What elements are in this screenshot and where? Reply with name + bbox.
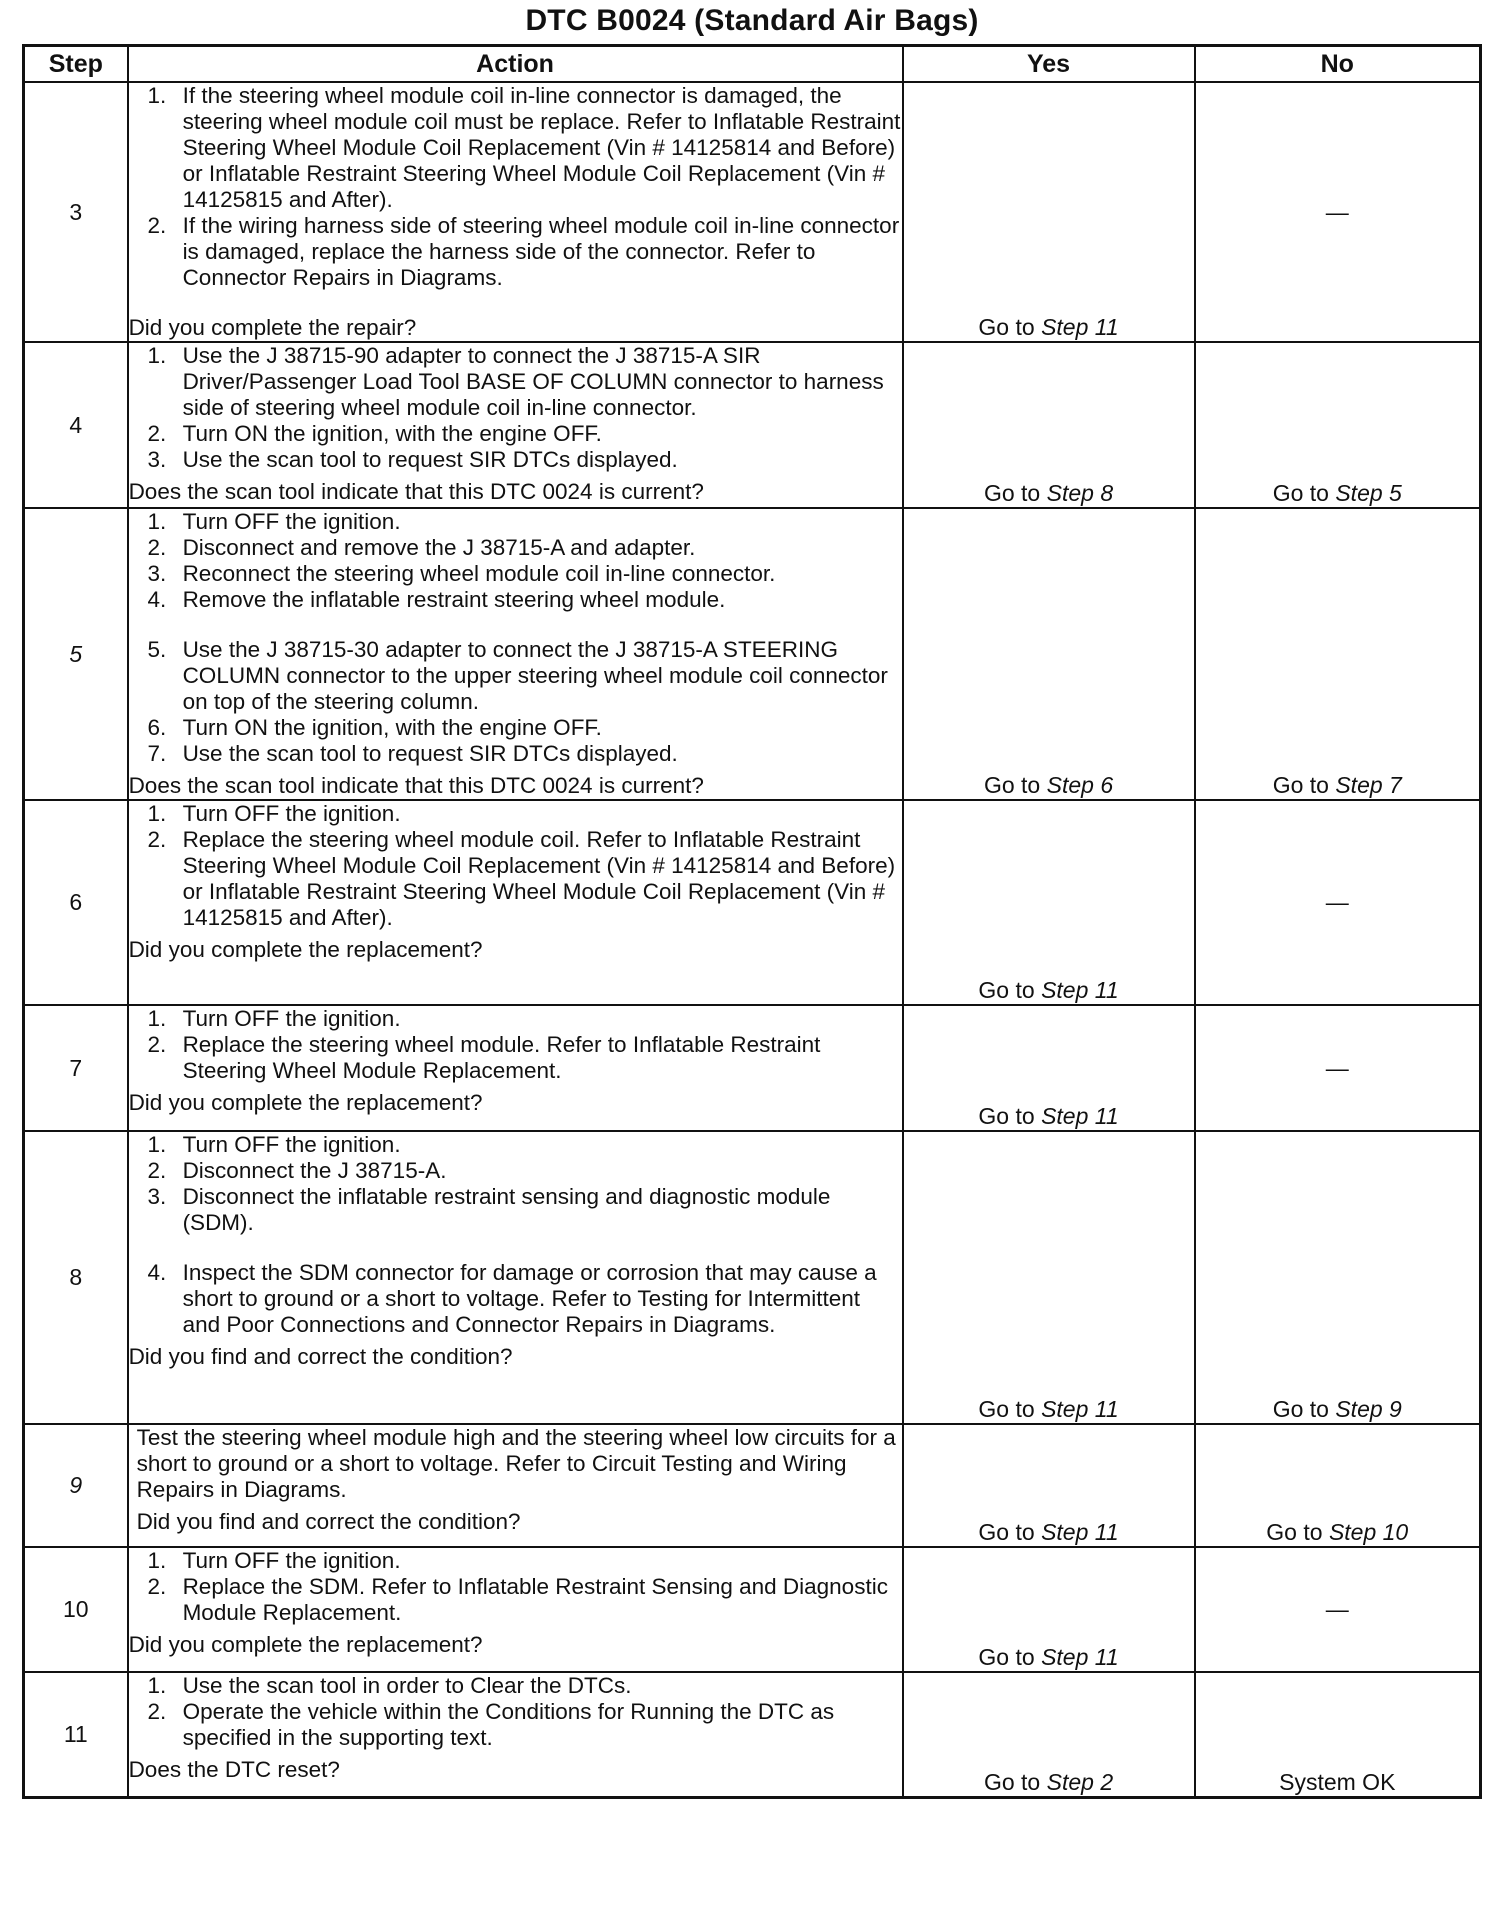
goto-step-link[interactable]: Step 5 [1335, 480, 1402, 506]
action-text: Test the steering wheel module high and the steering wheel low circuits for a short to ground or a short to voltage. Refer to Circuit Testing and Wiring Repairs in Diagrams. [136, 1425, 896, 1502]
question-text: Did you complete the repair? [128, 315, 417, 340]
dash-text: — [1325, 889, 1349, 915]
goto-label: Go to [978, 1103, 1035, 1129]
goto-step-link[interactable]: Step 9 [1335, 1396, 1402, 1422]
yes-cell [903, 800, 1195, 1005]
table-row [24, 800, 1481, 1005]
goto-label: Go to [1272, 480, 1329, 506]
action-cell [128, 342, 903, 508]
question-text: Did you find and correct the condition? [136, 1509, 521, 1534]
list-item: 4. Remove the inflatable restraint steering wheel module. [173, 587, 902, 613]
list-item: 3. Reconnect the steering wheel module coil in-line connector. [173, 561, 902, 587]
list-item: 1. Turn OFF the ignition. [173, 1132, 902, 1158]
table-row [24, 342, 1481, 508]
yes-cell [903, 1131, 1195, 1424]
goto-step-link[interactable]: Step 10 [1328, 1519, 1409, 1545]
list-item: 2. Turn ON the ignition, with the engine OFF. [173, 421, 902, 447]
question-text: Does the DTC reset? [128, 1757, 340, 1782]
action-list [129, 1673, 902, 1751]
step-number: 11 [24, 1672, 128, 1797]
no-cell [1195, 1547, 1481, 1672]
action-cell [128, 1005, 903, 1131]
table-header-row [24, 46, 1481, 83]
list-item: 2. If the wiring harness side of steering wheel module coil in-line connector is damaged, replace the harness side of the connector. Refer to Connector Repairs in Diagrams. [173, 213, 902, 291]
system-ok-text: System OK [1279, 1768, 1396, 1795]
dash-text: — [1325, 198, 1349, 225]
header-no: No [1195, 46, 1481, 83]
table-row [24, 508, 1481, 800]
list-item: 4. Inspect the SDM connector for damage or corrosion that may cause a short to ground or a short to voltage. Refer to Testing for Intermittent and Poor Connections and Connector Repairs in Diagrams. [173, 1260, 902, 1338]
header-step: Step [24, 46, 128, 83]
question-text: Did you complete the replacement? [128, 1090, 483, 1115]
yes-cell [903, 1424, 1195, 1547]
list-item: 2. Disconnect the J 38715-A. [173, 1158, 902, 1184]
goto-step-link[interactable]: Step 11 [1041, 314, 1119, 340]
yes-cell [903, 342, 1195, 508]
question-text: Does the scan tool indicate that this DTC 0024 is current? [128, 773, 704, 798]
yes-cell [903, 508, 1195, 800]
list-item: 1. If the steering wheel module coil in-line connector is damaged, the steering wheel module coil must be replace. Refer to Inflatable Restraint Steering Wheel Module Coil Replacement (Vin # 14125814 and Before) or Inflatable Restraint Steering Wheel Module Coil Replacement (Vin # 14125815 and After). [173, 83, 902, 213]
table-row [24, 1005, 1481, 1131]
question-text: Does the scan tool indicate that this DTC 0024 is current? [128, 479, 704, 504]
action-list [129, 1548, 902, 1626]
no-cell [1195, 342, 1481, 508]
goto-label: Go to [978, 314, 1035, 340]
goto-label: Go to [983, 1768, 1041, 1795]
yes-cell [903, 1547, 1195, 1672]
list-item: 1. Turn OFF the ignition. [173, 1548, 902, 1574]
list-item: 1. Turn OFF the ignition. [173, 1006, 902, 1032]
action-cell [128, 1424, 903, 1547]
action-list [129, 343, 902, 473]
goto-step-link[interactable]: Step 11 [1041, 1396, 1119, 1422]
goto-label: Go to [978, 1644, 1035, 1670]
goto-label: Go to [1272, 772, 1329, 798]
goto-step-link[interactable]: Step 8 [1046, 480, 1114, 506]
yes-cell [903, 1672, 1195, 1797]
header-yes: Yes [903, 46, 1195, 83]
action-list [129, 1132, 902, 1338]
step-number: 8 [24, 1131, 128, 1424]
question-text: Did you complete the replacement? [128, 937, 483, 962]
step-number: 3 [24, 82, 128, 342]
step-number: 7 [24, 1005, 128, 1131]
action-list [129, 83, 902, 291]
action-cell [128, 508, 903, 800]
goto-label: Go to [983, 480, 1041, 506]
action-cell [128, 800, 903, 1005]
table-row [24, 1424, 1481, 1547]
goto-step-link[interactable]: Step 6 [1046, 772, 1114, 798]
yes-cell [903, 1005, 1195, 1131]
action-cell [128, 1672, 903, 1797]
list-item: 2. Disconnect and remove the J 38715-A and adapter. [173, 535, 902, 561]
no-cell [1195, 1131, 1481, 1424]
action-list [129, 509, 902, 767]
list-item: 1. Use the scan tool in order to Clear the DTCs. [173, 1673, 902, 1699]
action-cell [128, 82, 903, 342]
action-list [129, 1006, 902, 1084]
goto-step-link[interactable]: Step 2 [1046, 1768, 1114, 1795]
step-number: 10 [24, 1547, 128, 1672]
list-item: 1. Turn OFF the ignition. [173, 801, 902, 827]
action-list [129, 801, 902, 931]
no-cell [1195, 800, 1481, 1005]
list-item: 1. Use the J 38715-90 adapter to connect the J 38715-A SIR Driver/Passenger Load Tool BASE OF COLUMN connector to harness side of steering wheel module coil in-line connector. [173, 343, 902, 421]
no-cell [1195, 1424, 1481, 1547]
list-item: 3. Use the scan tool to request SIR DTCs displayed. [173, 447, 902, 473]
no-cell [1195, 1672, 1481, 1797]
question-text: Did you find and correct the condition? [128, 1344, 513, 1369]
goto-step-link[interactable]: Step 11 [1041, 977, 1119, 1003]
goto-step-link[interactable]: Step 11 [1041, 1519, 1119, 1545]
table-row [24, 1672, 1481, 1797]
question-text: Did you complete the replacement? [128, 1632, 483, 1657]
action-cell [128, 1547, 903, 1672]
no-cell [1195, 508, 1481, 800]
list-item: 6. Turn ON the ignition, with the engine OFF. [173, 715, 902, 741]
step-number: 5 [24, 508, 128, 800]
table-row [24, 1547, 1481, 1672]
list-item: 2. Replace the steering wheel module coil. Refer to Inflatable Restraint Steering Wheel Module Coil Replacement (Vin # 14125814 and Before) or Inflatable Restraint Steering Wheel Module Coil Replacement (Vin # 14125815 and After). [173, 827, 902, 931]
goto-step-link[interactable]: Step 11 [1041, 1103, 1119, 1129]
goto-step-link[interactable]: Step 7 [1335, 772, 1402, 798]
goto-label: Go to [1266, 1519, 1323, 1545]
list-item: 2. Operate the vehicle within the Conditions for Running the DTC as specified in the supporting text. [173, 1699, 902, 1751]
goto-label: Go to [1272, 1396, 1329, 1422]
goto-label: Go to [983, 772, 1041, 798]
action-cell [128, 1131, 903, 1424]
header-action: Action [128, 46, 903, 83]
table-row [24, 82, 1481, 342]
goto-label: Go to [978, 1519, 1035, 1545]
list-item: 3. Disconnect the inflatable restraint sensing and diagnostic module (SDM). [173, 1184, 902, 1236]
goto-label: Go to [978, 977, 1035, 1003]
no-cell [1195, 1005, 1481, 1131]
step-number: 6 [24, 800, 128, 1005]
list-item: 1. Turn OFF the ignition. [173, 509, 902, 535]
dash-text: — [1325, 1054, 1349, 1081]
document-title: DTC B0024 (Standard Air Bags) [525, 4, 979, 37]
step-number: 4 [24, 342, 128, 508]
list-item: 7. Use the scan tool to request SIR DTCs displayed. [173, 741, 902, 767]
list-item: 5. Use the J 38715-30 adapter to connect the J 38715-A STEERING COLUMN connector to the upper steering wheel module coil connector on top of the steering column. [173, 637, 902, 715]
goto-step-link[interactable]: Step 11 [1041, 1644, 1119, 1670]
diagnostic-table [22, 44, 1482, 1799]
step-number: 9 [24, 1424, 128, 1547]
goto-label: Go to [978, 1396, 1035, 1422]
list-item: 2. Replace the steering wheel module. Refer to Inflatable Restraint Steering Wheel Module Replacement. [173, 1032, 902, 1084]
yes-cell [903, 82, 1195, 342]
table-row [24, 1131, 1481, 1424]
dash-text: — [1325, 1596, 1349, 1622]
no-cell [1195, 82, 1481, 342]
list-item: 2. Replace the SDM. Refer to Inflatable Restraint Sensing and Diagnostic Module Replacement. [173, 1574, 902, 1626]
